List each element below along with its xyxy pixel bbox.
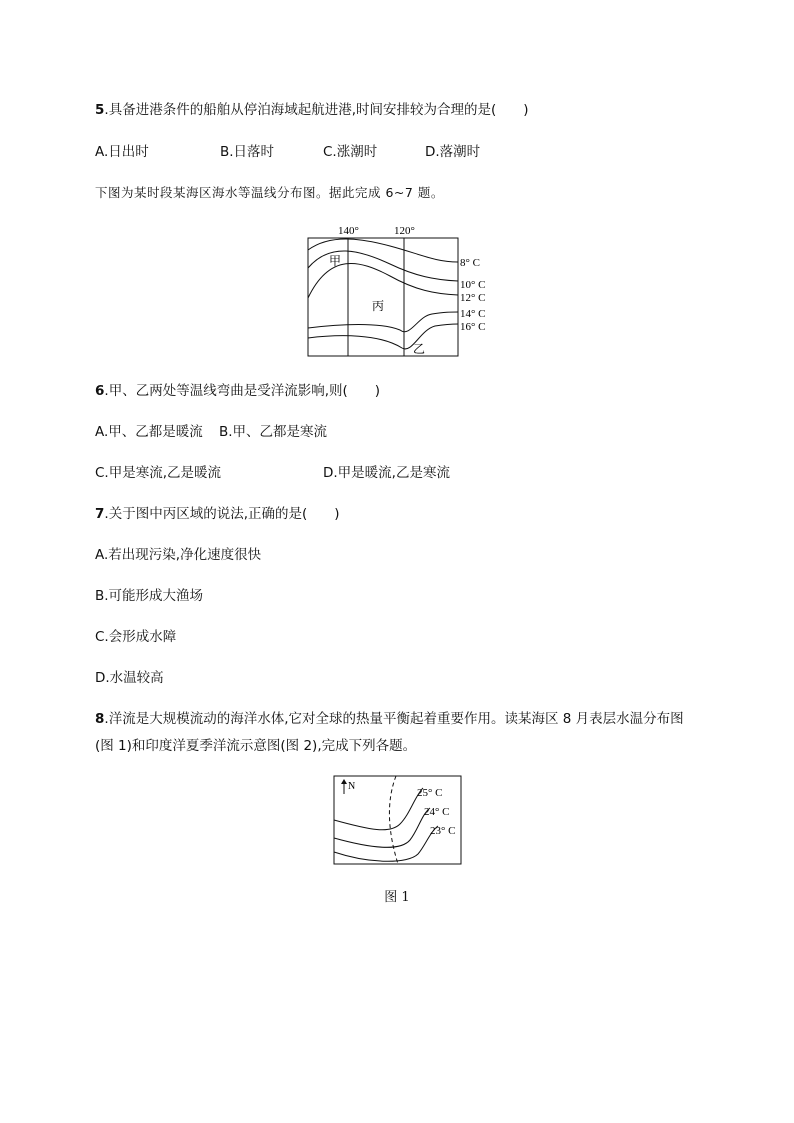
isotherm-23 <box>334 826 438 861</box>
isotherm-24 <box>334 808 430 847</box>
q6-number: 6 <box>95 383 105 399</box>
q8-number: 8 <box>95 711 105 727</box>
north-arrowhead-icon <box>341 779 347 784</box>
label-14c: 14° C <box>460 308 486 320</box>
label-10c: 10° C <box>460 279 486 291</box>
q5-stem <box>95 101 529 119</box>
label-12c: 12° C <box>460 292 486 304</box>
q8-text-line1: .洋流是大规模流动的海洋水体,它对全球的热量平衡起着重要作用。读某海区 8 月表层水温分布图 <box>104 711 684 727</box>
q6-option-b: B.甲、乙都是寒流 <box>219 424 328 440</box>
q6-option-d: D.甲是暖流,乙是寒流 <box>323 465 450 481</box>
region-jia: 甲 <box>329 254 342 268</box>
label-16c: 16° C <box>460 321 486 333</box>
q7-number: 7 <box>95 506 105 522</box>
region-yi: 乙 <box>413 342 426 356</box>
q6-text: .甲、乙两处等温线弯曲是受洋流影响,则( ) <box>104 383 381 399</box>
label-25c: 25° C <box>417 787 443 799</box>
section-intro: 下图为某时段某海区海水等温线分布图。据此完成 6~7 题。 <box>95 185 444 200</box>
label-8c: 8° C <box>460 257 480 269</box>
region-bing: 丙 <box>372 299 385 313</box>
isotherm-25 <box>334 788 423 830</box>
label-120: 120° <box>394 225 415 237</box>
isotherm-16 <box>308 324 458 349</box>
label-140: 140° <box>338 225 359 237</box>
q5-number: 5 <box>95 102 105 118</box>
label-23c: 23° C <box>430 825 456 837</box>
q7-option-d: D.水温较高 <box>95 670 164 686</box>
dashed-line <box>389 776 398 864</box>
q6-option-a: A.甲、乙都是暖流 <box>95 424 203 440</box>
q7-option-b: B.可能形成大渔场 <box>95 588 204 604</box>
q5-text: .具备进港条件的船舶从停泊海域起航进港,时间安排较为合理的是( ) <box>104 102 529 118</box>
isotherm-12 <box>308 263 458 298</box>
q8-stem-line2: (图 1)和印度洋夏季洋流示意图(图 2),完成下列各题。 <box>95 738 417 754</box>
isotherm-14 <box>308 312 458 332</box>
q5-option-d: D.落潮时 <box>425 144 481 160</box>
label-24c: 24° C <box>424 806 450 818</box>
q5-option-b: B.日落时 <box>220 144 275 160</box>
q5-option-a: A.日出时 <box>95 144 149 160</box>
q7-text: .关于图中丙区域的说法,正确的是( ) <box>104 506 340 522</box>
q7-option-a: A.若出现污染,净化速度很快 <box>95 547 262 563</box>
q7-stem <box>95 505 340 523</box>
q6-stem <box>95 382 380 400</box>
q8-stem-line1 <box>95 710 684 728</box>
north-label: N <box>348 781 356 792</box>
isotherm-map-figure <box>300 220 500 360</box>
q7-option-c: C.会形成水障 <box>95 629 177 645</box>
q6-option-c: C.甲是寒流,乙是暖流 <box>95 465 222 481</box>
q5-option-c: C.涨潮时 <box>323 144 378 160</box>
sea-temperature-figure <box>330 772 465 868</box>
figure-caption: 图 1 <box>384 890 410 905</box>
